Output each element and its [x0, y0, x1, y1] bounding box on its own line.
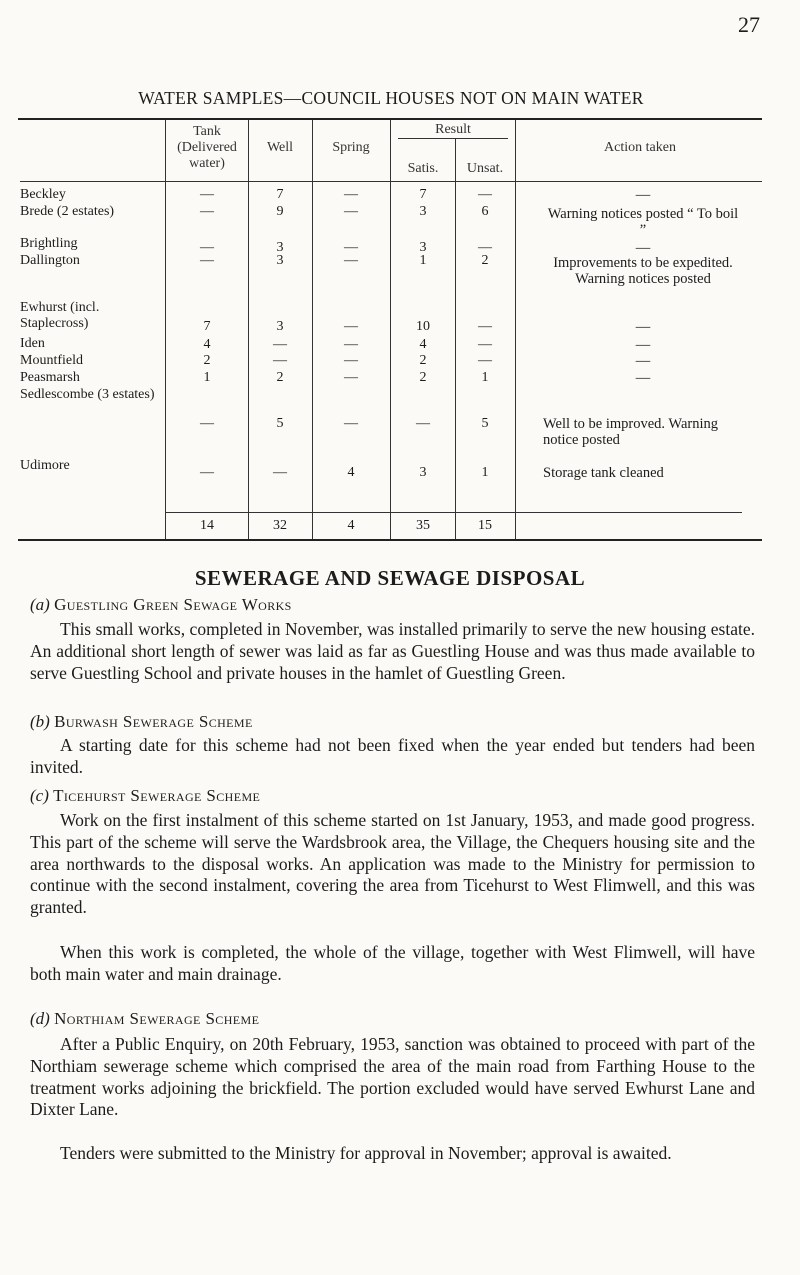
cell-unsat: 6: [481, 204, 489, 219]
cell-tank: —: [200, 253, 214, 268]
row-label-peasmarsh: Peasmarsh: [20, 370, 80, 385]
subsection-title: Guestling Green Sewage Works: [54, 595, 292, 614]
cell-spring: —: [344, 240, 358, 255]
cell-spring: 4: [347, 465, 355, 480]
cell-unsat: —: [478, 187, 492, 202]
paragraph: Tenders were submitted to the Ministry for approval in November; approval is awaited.: [60, 1143, 672, 1163]
cell-spring: —: [344, 353, 358, 368]
cell-action: Well to be improved. Warning notice posted: [543, 416, 718, 448]
header-action: Action taken: [604, 140, 676, 155]
cell-tank: 4: [203, 337, 211, 352]
cell-unsat: —: [478, 240, 492, 255]
cell-unsat: —: [478, 337, 492, 352]
cell-spring: —: [344, 370, 358, 385]
result-subheader-rule: [398, 138, 508, 139]
header-result: Result: [435, 122, 471, 137]
page-number: 27: [738, 12, 760, 37]
cell-well: 3: [276, 253, 284, 268]
row-label-sedlescombe: Sedlescombe (3 estates): [20, 387, 155, 402]
paragraph: After a Public Enquiry, on 20th February, 1953, sanction was obtained to proceed with part of the Northiam sewerage scheme which comprised the area of the main road from Farthing House to the treatment works adjoining the brickfield. The portion excluded would have served Ewhurst Lane and Dixter Lane.: [30, 1034, 755, 1120]
header-bottom-rule: [20, 181, 762, 182]
cell-action: —: [635, 187, 651, 203]
cell-well: —: [273, 465, 287, 480]
section-title: SEWERAGE AND SEWAGE DISPOSAL: [194, 566, 586, 590]
total-unsat: 15: [478, 518, 492, 533]
row-label-brightling: Brightling: [20, 236, 78, 251]
cell-tank: 7: [203, 319, 211, 334]
cell-satis: 10: [416, 319, 430, 334]
cell-unsat: —: [478, 353, 492, 368]
column-divider: [248, 120, 249, 539]
cell-satis: 2: [419, 353, 427, 368]
header-spring: Spring: [332, 140, 370, 155]
row-label-mountfield: Mountfield: [20, 353, 83, 368]
subsection-letter: (d): [30, 1009, 50, 1028]
subsection-title: Ticehurst Sewerage Scheme: [53, 786, 261, 805]
paragraph: This small works, completed in November, was installed primarily to serve the new housing estate. An additional short length of sewer was laid as far as Guestling House and was thus made available to serve Guestling School and private houses in the hamlet of Guestling Green.: [30, 619, 755, 683]
cell-spring: —: [344, 253, 358, 268]
row-label-udimore: Udimore: [20, 458, 70, 473]
subsection-letter: (c): [30, 786, 49, 805]
cell-satis: 3: [419, 465, 427, 480]
cell-action: —: [635, 337, 651, 353]
row-label-dallington: Dallington: [20, 253, 80, 268]
cell-well: 2: [276, 370, 284, 385]
total-well: 32: [273, 518, 287, 533]
cell-well: —: [273, 353, 287, 368]
header-satis: Satis.: [407, 161, 439, 176]
row-label-beckley: Beckley: [20, 187, 66, 202]
cell-action: —: [635, 353, 651, 369]
cell-spring: —: [344, 187, 358, 202]
cell-well: 9: [276, 204, 284, 219]
cell-tank: —: [200, 465, 214, 480]
cell-satis: 3: [419, 204, 427, 219]
cell-well: 7: [276, 187, 284, 202]
cell-unsat: —: [478, 319, 492, 334]
cell-tank: —: [200, 240, 214, 255]
subsection-heading-a: [30, 595, 292, 615]
cell-tank: —: [200, 187, 214, 202]
column-divider: [312, 120, 313, 539]
cell-unsat: 1: [481, 465, 489, 480]
cell-satis: 7: [419, 187, 427, 202]
total-satis: 35: [416, 518, 430, 533]
cell-action: Improvements to be expedited. Warning notices posted: [553, 255, 733, 287]
cell-tank: 1: [203, 370, 211, 385]
subsection-heading-d: [30, 1009, 259, 1029]
cell-action: Warning notices posted “ To boil ”: [547, 206, 739, 238]
cell-satis: 4: [419, 337, 427, 352]
cell-tank: —: [200, 204, 214, 219]
cell-unsat: 2: [481, 253, 489, 268]
cell-spring: —: [344, 204, 358, 219]
cell-action: —: [635, 240, 651, 256]
row-label-brede: Brede (2 estates): [20, 204, 115, 219]
header-well: Well: [266, 140, 294, 155]
cell-tank: 2: [203, 353, 211, 368]
paragraph: Work on the first instalment of this scheme started on 1st January, 1953, and made good progress. This part of the scheme will serve the Wardsbrook area, the Village, the Chequers housing site and the area northwards to the disposal works. An application was made to the Ministry for permission to continue with the second instalment, covering the area from Ticehurst to West Flimwell, and this was granted.: [30, 810, 755, 918]
column-divider: [165, 120, 166, 539]
column-divider: [455, 139, 456, 539]
header-tank: Tank (Delivered water): [177, 124, 237, 171]
cell-satis: 2: [419, 370, 427, 385]
cell-spring: —: [344, 319, 358, 334]
column-divider: [390, 120, 391, 539]
header-unsat: Unsat.: [466, 161, 504, 176]
totals-rule: [165, 512, 742, 513]
subsection-heading-c: [30, 786, 260, 806]
cell-spring: —: [344, 337, 358, 352]
row-label-ewhurst: Ewhurst (incl. Staplecross): [20, 300, 100, 331]
cell-action: Storage tank cleaned: [543, 465, 664, 481]
cell-unsat: 5: [481, 416, 489, 431]
subsection-letter: (a): [30, 595, 50, 614]
cell-well: 3: [276, 240, 284, 255]
cell-spring: —: [344, 416, 358, 431]
subsection-title: Northiam Sewerage Scheme: [54, 1009, 260, 1028]
subsection-heading-b: [30, 712, 253, 732]
cell-well: —: [273, 337, 287, 352]
paragraph: When this work is completed, the whole of the village, together with West Flimwell, will have both main water and main drainage.: [30, 942, 755, 984]
cell-well: 5: [276, 416, 284, 431]
column-divider: [515, 120, 516, 539]
cell-tank: —: [200, 416, 214, 431]
row-label-iden: Iden: [20, 336, 45, 351]
total-tank: 14: [200, 518, 214, 533]
cell-well: 3: [276, 319, 284, 334]
subsection-letter: (b): [30, 712, 50, 731]
table-bottom-rule: [18, 539, 762, 541]
cell-action: —: [635, 370, 651, 386]
paragraph: A starting date for this scheme had not been fixed when the year ended but tenders had been invited.: [30, 735, 755, 777]
cell-action: —: [635, 319, 651, 335]
cell-satis: 3: [419, 240, 427, 255]
cell-unsat: 1: [481, 370, 489, 385]
total-spring: 4: [347, 518, 355, 533]
cell-satis: —: [416, 416, 430, 431]
table-title: WATER SAMPLES—COUNCIL HOUSES NOT ON MAIN WATER: [138, 88, 644, 108]
cell-satis: 1: [419, 253, 427, 268]
subsection-title: Burwash Sewerage Scheme: [54, 712, 253, 731]
